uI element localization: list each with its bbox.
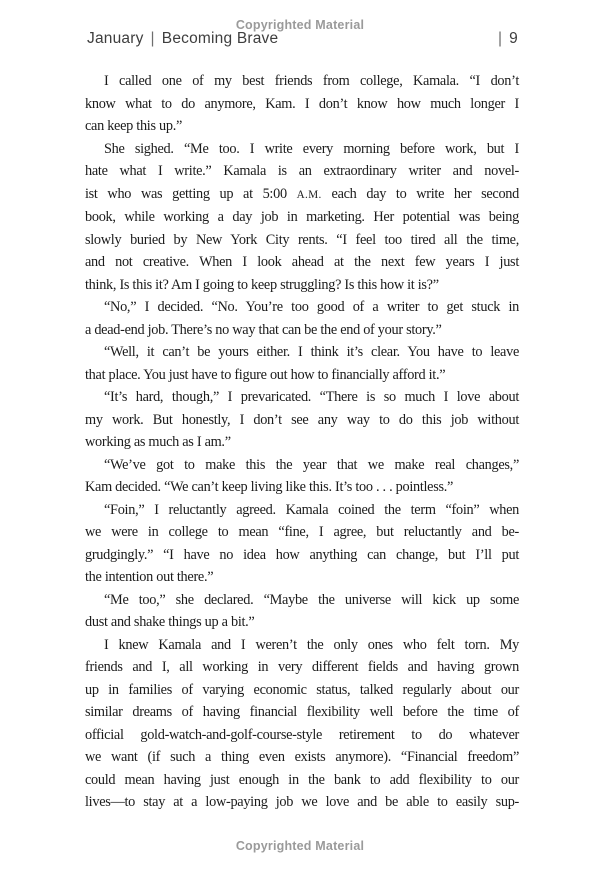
- text-run: Kam decided. “We can’t keep living like this. It’s too . . . pointless.”: [85, 479, 454, 495]
- text-line: [85, 93, 519, 116]
- text-line: [85, 499, 519, 522]
- text-line: [85, 274, 519, 297]
- paragraph: [85, 138, 519, 297]
- running-header: [87, 30, 518, 48]
- text-run: that place. You just have to figure out how to financially afford it.”: [85, 366, 446, 383]
- text-run: could mean having just enough in the bank to add flexibility to our: [85, 771, 519, 788]
- text-run: “Me too,” she declared. “Maybe the universe will kick up some: [104, 591, 519, 608]
- text-line: [85, 791, 519, 814]
- text-line: [85, 138, 519, 161]
- text-line: [85, 409, 519, 432]
- paragraph: [85, 296, 519, 341]
- text-run: “It’s hard, though,” I prevaricated. “There is so much I love about: [104, 389, 519, 405]
- text-run: think, Is this it? Am I going to keep struggling? Is this how it is?”: [85, 276, 439, 293]
- text-run: “We’ve got to make this the year that we make real changes,”: [104, 456, 519, 473]
- smallcaps-text: A.M.: [296, 188, 322, 201]
- text-line: [85, 769, 519, 792]
- text-line: [85, 364, 519, 387]
- text-run: lives—to stay at a low-paying job we love and be able to easily sup-: [85, 794, 519, 810]
- page-number-group: [491, 30, 518, 48]
- text-run: know what to do anymore, Kam. I don’t know how much longer I: [85, 95, 519, 112]
- text-line: [85, 431, 519, 454]
- text-run: dust and shake things up a bit.”: [85, 614, 255, 630]
- text-line: [85, 566, 519, 589]
- page-number: 9: [509, 30, 518, 47]
- text-run: we want (if such a thing even exists anymore). “Financial freedom”: [85, 749, 519, 765]
- text-line: [85, 160, 519, 183]
- text-run: my work. But honestly, I don’t see any way to do this job without: [85, 411, 519, 428]
- text-run: “Well, it can’t be yours either. I think it’s clear. You have to leave: [104, 344, 519, 360]
- text-run: official gold-watch-and-golf-course-style retirement to do whatever: [85, 726, 519, 743]
- chapter-heading: [87, 30, 278, 48]
- text-line: [85, 589, 519, 612]
- text-line: [85, 319, 519, 342]
- text-line: [85, 656, 519, 679]
- chapter-title: Becoming Brave: [161, 30, 279, 47]
- text-line: [85, 229, 519, 252]
- text-run: I knew Kamala and I weren’t the only ones who felt torn. My: [104, 636, 519, 653]
- text-run: a dead-end job. There’s no way that can be the end of your story.”: [85, 321, 442, 338]
- text-line: [85, 115, 519, 138]
- paragraph: [85, 589, 519, 634]
- text-run: similar dreams of having financial flexibility well before the time of: [85, 704, 519, 720]
- text-run: “Foin,” I reluctantly agreed. Kamala coined the term “foin” when: [104, 501, 519, 518]
- text-run: up in families of varying economic status, talked regularly about our: [85, 681, 519, 698]
- text-line: [85, 476, 519, 499]
- page-body: [85, 70, 519, 814]
- text-run: we were in college to mean “fine, I agree, but reluctantly and be-: [85, 524, 519, 540]
- text-line: [85, 206, 519, 229]
- text-line: [85, 724, 519, 747]
- text-line: [85, 70, 519, 93]
- text-line: [85, 251, 519, 274]
- paragraph: [85, 341, 519, 386]
- text-line: [85, 454, 519, 477]
- text-line: [85, 183, 519, 207]
- paragraph: [85, 454, 519, 499]
- paragraph: [85, 499, 519, 589]
- copyright-notice-bottom: Copyrighted Material: [235, 839, 365, 853]
- text-line: [85, 634, 519, 657]
- text-line: [85, 386, 519, 409]
- text-line: [85, 544, 519, 567]
- text-line: [85, 746, 519, 769]
- text-run: ist who was getting up at 5:00: [85, 185, 297, 202]
- text-line: [85, 341, 519, 364]
- text-line: [85, 701, 519, 724]
- text-run: and not creative. When I look ahead at the next few years I just: [85, 254, 519, 270]
- copyright-notice-top: Copyrighted Material: [235, 18, 365, 32]
- paragraph: [85, 634, 519, 814]
- paragraph: [85, 386, 519, 454]
- text-run: slowly buried by New York City rents. “I feel too tired all the time,: [85, 231, 519, 248]
- text-run: I called one of my best friends from college, Kamala. “I don’t: [104, 73, 519, 89]
- text-line: [85, 521, 519, 544]
- text-run: friends and I, all working in very different fields and having grown: [85, 659, 519, 675]
- text-line: [85, 296, 519, 319]
- page-number-separator: |: [497, 30, 503, 47]
- text-run: each day to write her second: [321, 185, 519, 202]
- section-label: January: [87, 30, 144, 47]
- header-separator: |: [150, 30, 155, 47]
- paragraph: [85, 70, 519, 138]
- text-run: book, while working a day job in marketing. Her potential was being: [85, 209, 519, 225]
- text-line: [85, 679, 519, 702]
- text-run: grudgingly.” “I have no idea how anything can change, but I’ll put: [85, 546, 519, 563]
- text-run: the intention out there.”: [85, 569, 214, 585]
- text-run: working as much as I am.”: [85, 434, 231, 450]
- text-line: [85, 611, 519, 634]
- text-run: hate what I write.” Kamala is an extraordinary writer and novel-: [85, 163, 519, 179]
- text-run: She sighed. “Me too. I write every morning before work, but I: [104, 140, 519, 157]
- text-run: can keep this up.”: [85, 118, 183, 134]
- text-run: “No,” I decided. “No. You’re too good of a writer to get stuck in: [104, 299, 519, 315]
